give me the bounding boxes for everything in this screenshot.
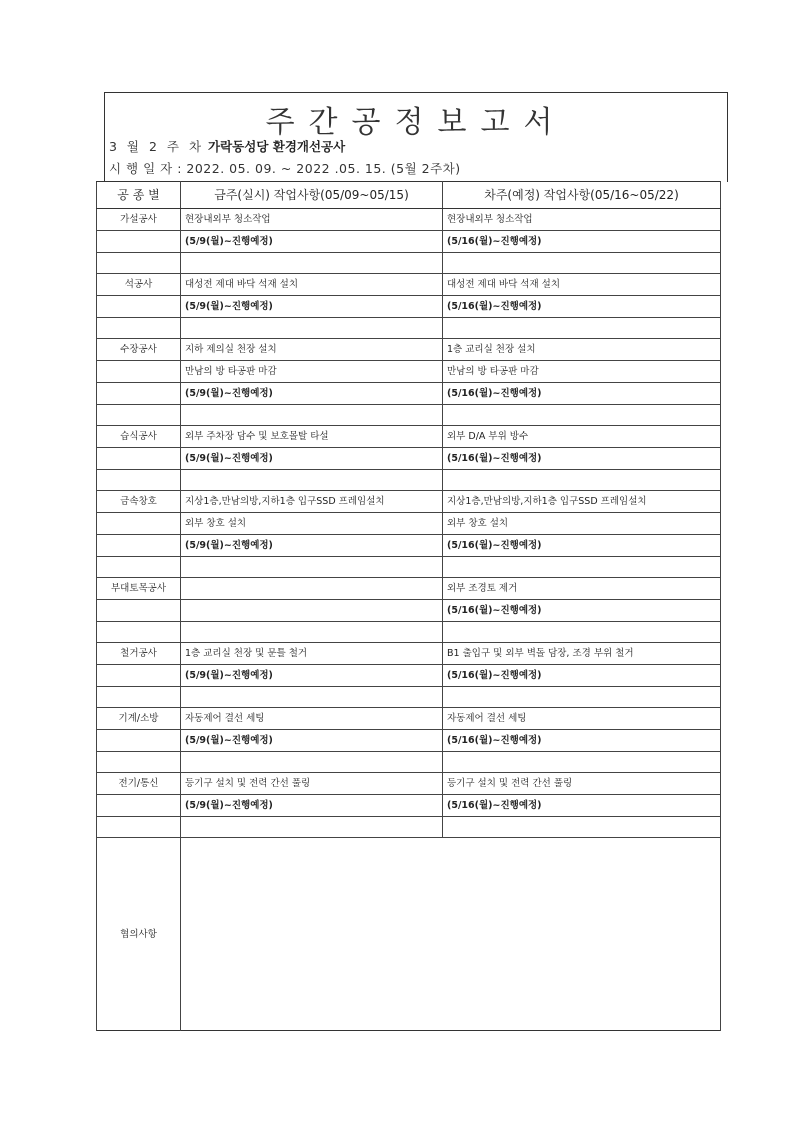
spacer-row [97,405,721,426]
next-week-cell: (5/16(월)~진행예정) [443,296,721,318]
next-week-cell: 외부 창호 설치 [443,513,721,535]
spacer-cell [97,622,181,643]
category-label: 기계/소방 [97,708,181,730]
this-week-cell: (5/9(월)~진행예정) [181,448,443,470]
spacer-row [97,752,721,773]
category-label: 금속창호 [97,491,181,513]
table-row [97,513,721,535]
next-week-cell: 지상1층,만남의방,지하1층 입구SSD 프레임설치 [443,491,721,513]
this-week-cell: 외부 창호 설치 [181,513,443,535]
table-row [97,665,721,687]
this-week-cell: 만남의 방 타공판 마감 [181,361,443,383]
category-cell [97,448,181,470]
spacer-cell [443,253,721,274]
report-header [104,92,728,182]
category-label: 전기/통신 [97,773,181,795]
spacer-cell [443,687,721,708]
spacer-cell [97,405,181,426]
category-label: 수장공사 [97,339,181,361]
table-header-row [97,182,721,209]
this-week-cell: (5/9(월)~진행예정) [181,730,443,752]
next-week-cell: (5/16(월)~진행예정) [443,730,721,752]
table-row [97,578,721,600]
this-week-cell: 등기구 설치 및 전력 간선 풀링 [181,773,443,795]
table-row [97,361,721,383]
next-week-cell: 외부 D/A 부위 방수 [443,426,721,448]
next-week-cell: B1 출입구 및 외부 벽돌 담장, 조경 부위 철거 [443,643,721,665]
this-week-cell: (5/9(월)~진행예정) [181,665,443,687]
category-cell [97,600,181,622]
this-week-cell [181,600,443,622]
next-week-cell: (5/16(월)~진행예정) [443,600,721,622]
spacer-row [97,687,721,708]
spacer-cell [97,470,181,491]
header-this-week: 금주(실시) 작업사항(05/09~05/15) [181,182,443,209]
project-name: 가락동성당 환경개선공사 [208,139,346,154]
spacer-cell [181,752,443,773]
report-subtitle [109,137,345,155]
table-row [97,296,721,318]
table-row [97,600,721,622]
table-row [97,773,721,795]
spacer-cell [443,405,721,426]
table-row [97,383,721,405]
table-row [97,795,721,817]
table-row [97,730,721,752]
spacer-cell [443,622,721,643]
table-row [97,535,721,557]
table-row [97,209,721,231]
spacer-cell [181,318,443,339]
this-week-cell: (5/9(월)~진행예정) [181,383,443,405]
header-category: 공 종 별 [97,182,181,209]
week-label: 3 월 2 주 차 [109,139,205,154]
next-week-cell: (5/16(월)~진행예정) [443,795,721,817]
header-next-week: 차주(예정) 작업사항(05/16~05/22) [443,182,721,209]
spacer-row [97,253,721,274]
spacer-cell [181,253,443,274]
schedule-body [97,209,721,1031]
table-row [97,708,721,730]
table-row [97,231,721,253]
this-week-cell: 자동제어 결선 세팅 [181,708,443,730]
category-cell [97,665,181,687]
next-week-cell: 현장내외부 청소작업 [443,209,721,231]
next-week-cell: 등기구 설치 및 전력 간선 풀링 [443,773,721,795]
category-cell [97,513,181,535]
spacer-cell [443,817,721,838]
consultation-row [97,838,721,1031]
next-week-cell: (5/16(월)~진행예정) [443,448,721,470]
this-week-cell: 지하 제의실 천장 설치 [181,339,443,361]
spacer-cell [181,687,443,708]
next-week-cell: 만남의 방 타공판 마감 [443,361,721,383]
next-week-cell: 외부 조경토 제거 [443,578,721,600]
this-week-cell: 대성전 제대 바닥 석재 설치 [181,274,443,296]
category-label: 석공사 [97,274,181,296]
category-cell [97,383,181,405]
table-row [97,426,721,448]
category-cell [97,535,181,557]
spacer-row [97,622,721,643]
next-week-cell: 대성전 제대 바닥 석재 설치 [443,274,721,296]
this-week-cell [181,578,443,600]
this-week-cell: 외부 주차장 담수 및 보호몰탈 타설 [181,426,443,448]
spacer-cell [443,557,721,578]
spacer-cell [97,557,181,578]
table-row [97,448,721,470]
this-week-cell: (5/9(월)~진행예정) [181,231,443,253]
spacer-cell [97,253,181,274]
table-row [97,339,721,361]
table-row [97,491,721,513]
spacer-row [97,817,721,838]
this-week-cell: 현장내외부 청소작업 [181,209,443,231]
next-week-cell: (5/16(월)~진행예정) [443,535,721,557]
next-week-cell: 1층 교리실 천장 설치 [443,339,721,361]
report-period: 시 행 일 자 : 2022. 05. 09. ~ 2022 .05. 15. (5월 2주차) [109,161,461,176]
category-cell [97,730,181,752]
spacer-cell [181,470,443,491]
spacer-cell [181,557,443,578]
category-label: 습식공사 [97,426,181,448]
next-week-cell: 자동제어 결선 세팅 [443,708,721,730]
table-row [97,643,721,665]
this-week-cell: (5/9(월)~진행예정) [181,535,443,557]
spacer-cell [181,622,443,643]
category-cell [97,231,181,253]
spacer-cell [97,752,181,773]
next-week-cell: (5/16(월)~진행예정) [443,231,721,253]
consultation-label: 협의사항 [97,838,181,1031]
schedule-table [96,181,721,1031]
category-cell [97,296,181,318]
this-week-cell: (5/9(월)~진행예정) [181,296,443,318]
spacer-cell [181,817,443,838]
category-cell [97,361,181,383]
spacer-row [97,470,721,491]
table-row [97,274,721,296]
spacer-cell [97,817,181,838]
next-week-cell: (5/16(월)~진행예정) [443,665,721,687]
spacer-row [97,557,721,578]
report-title: 주간공정보고서 [265,105,567,140]
spacer-cell [97,318,181,339]
this-week-cell: 1층 교리실 천장 및 문틀 철거 [181,643,443,665]
this-week-cell: 지상1층,만남의방,지하1층 입구SSD 프레임설치 [181,491,443,513]
this-week-cell: (5/9(월)~진행예정) [181,795,443,817]
next-week-cell: (5/16(월)~진행예정) [443,383,721,405]
spacer-cell [443,752,721,773]
spacer-row [97,318,721,339]
spacer-cell [97,687,181,708]
spacer-cell [181,405,443,426]
spacer-cell [443,470,721,491]
spacer-cell [443,318,721,339]
consultation-content [181,838,721,1031]
category-cell [97,795,181,817]
category-label: 가설공사 [97,209,181,231]
category-label: 철거공사 [97,643,181,665]
category-label: 부대토목공사 [97,578,181,600]
